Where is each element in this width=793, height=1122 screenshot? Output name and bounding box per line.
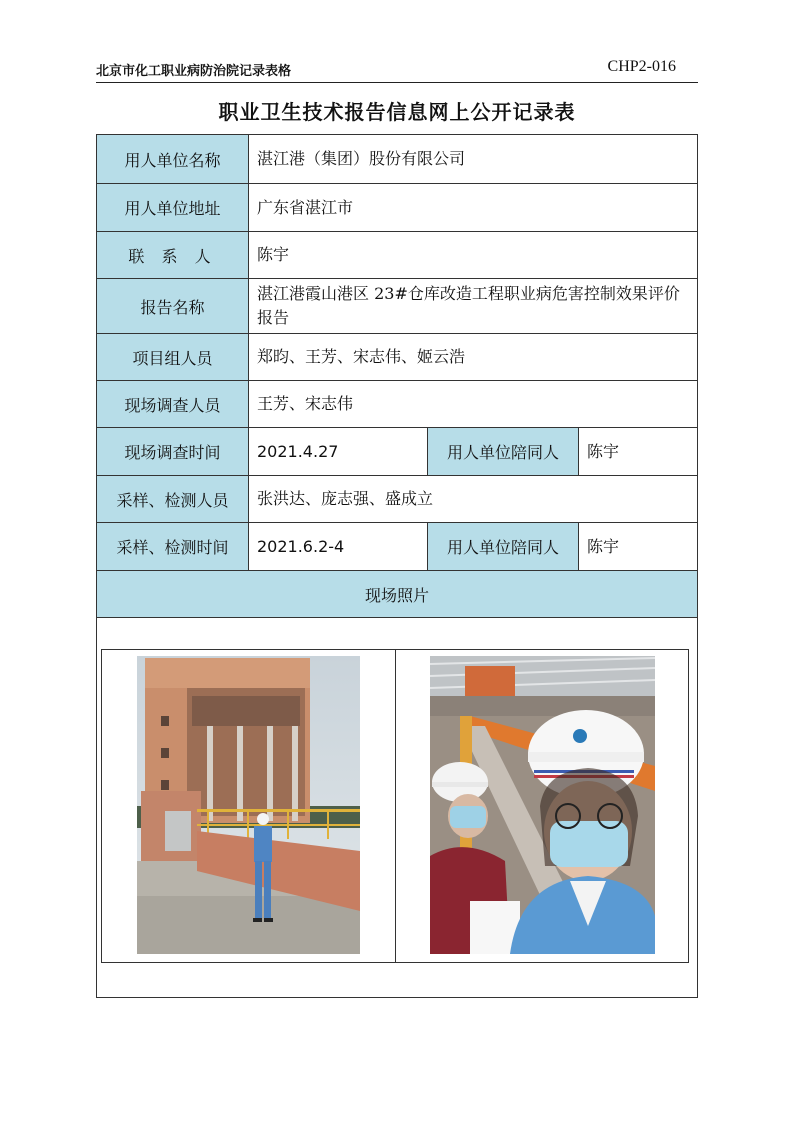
row-sampling-time (97, 523, 697, 571)
value-employer-name: 湛江港（集团）股份有限公司 (257, 149, 466, 168)
value-companion-2: 陈宇 (587, 536, 620, 556)
label-sampling-time: 采样、检测时间 (97, 523, 249, 570)
photos-heading: 现场照片 (97, 571, 697, 617)
value-site-investigators: 王芳、宋志伟 (257, 394, 354, 413)
institute-name: 北京市化工职业病防治院记录表格 (96, 64, 292, 79)
value-site-investigation-time: 2021.4.27 (257, 441, 339, 461)
label-sampling-staff: 采样、检测人员 (97, 476, 249, 522)
value-companion-1: 陈宇 (587, 441, 620, 461)
document-title: 职业卫生技术报告信息网上公开记录表 (218, 100, 576, 124)
value-sampling-staff: 张洪达、庞志强、盛成立 (257, 489, 434, 508)
label-site-investigators: 现场调查人员 (97, 381, 249, 427)
row-contact (97, 232, 697, 279)
form-code: CHP2-016 (607, 58, 676, 75)
value-contact: 陈宇 (257, 245, 290, 264)
row-site-investigators (97, 381, 697, 428)
row-employer-name (97, 135, 697, 184)
label-companion-1: 用人单位陪同人 (427, 428, 579, 475)
row-report-name (97, 279, 697, 334)
label-site-investigation-time: 现场调查时间 (97, 428, 249, 475)
label-companion-2: 用人单位陪同人 (427, 523, 579, 570)
site-photo-workers (430, 656, 655, 954)
value-sampling-time: 2021.6.2-4 (257, 536, 345, 556)
photos-divider (395, 650, 396, 962)
value-employer-address: 广东省湛江市 (257, 197, 354, 217)
row-project-team (97, 334, 697, 381)
site-photo-building (137, 656, 360, 954)
photos-frame (101, 649, 689, 963)
label-employer-address: 用人单位地址 (97, 184, 249, 231)
label-contact: 联 系 人 (97, 232, 249, 278)
label-report-name: 报告名称 (97, 279, 249, 333)
page-header (96, 58, 698, 83)
record-table (96, 134, 698, 998)
label-employer-name: 用人单位名称 (97, 135, 249, 183)
value-report-name: 湛江港霞山港区 23#仓库改造工程职业病危害控制效果评价报告 (257, 284, 680, 327)
row-photos-heading (97, 571, 697, 618)
label-project-team: 项目组人员 (97, 334, 249, 380)
row-employer-address (97, 184, 697, 232)
row-sampling-staff (97, 476, 697, 523)
value-project-team: 郑昀、王芳、宋志伟、姬云浩 (257, 347, 466, 366)
row-site-investigation-time (97, 428, 697, 476)
